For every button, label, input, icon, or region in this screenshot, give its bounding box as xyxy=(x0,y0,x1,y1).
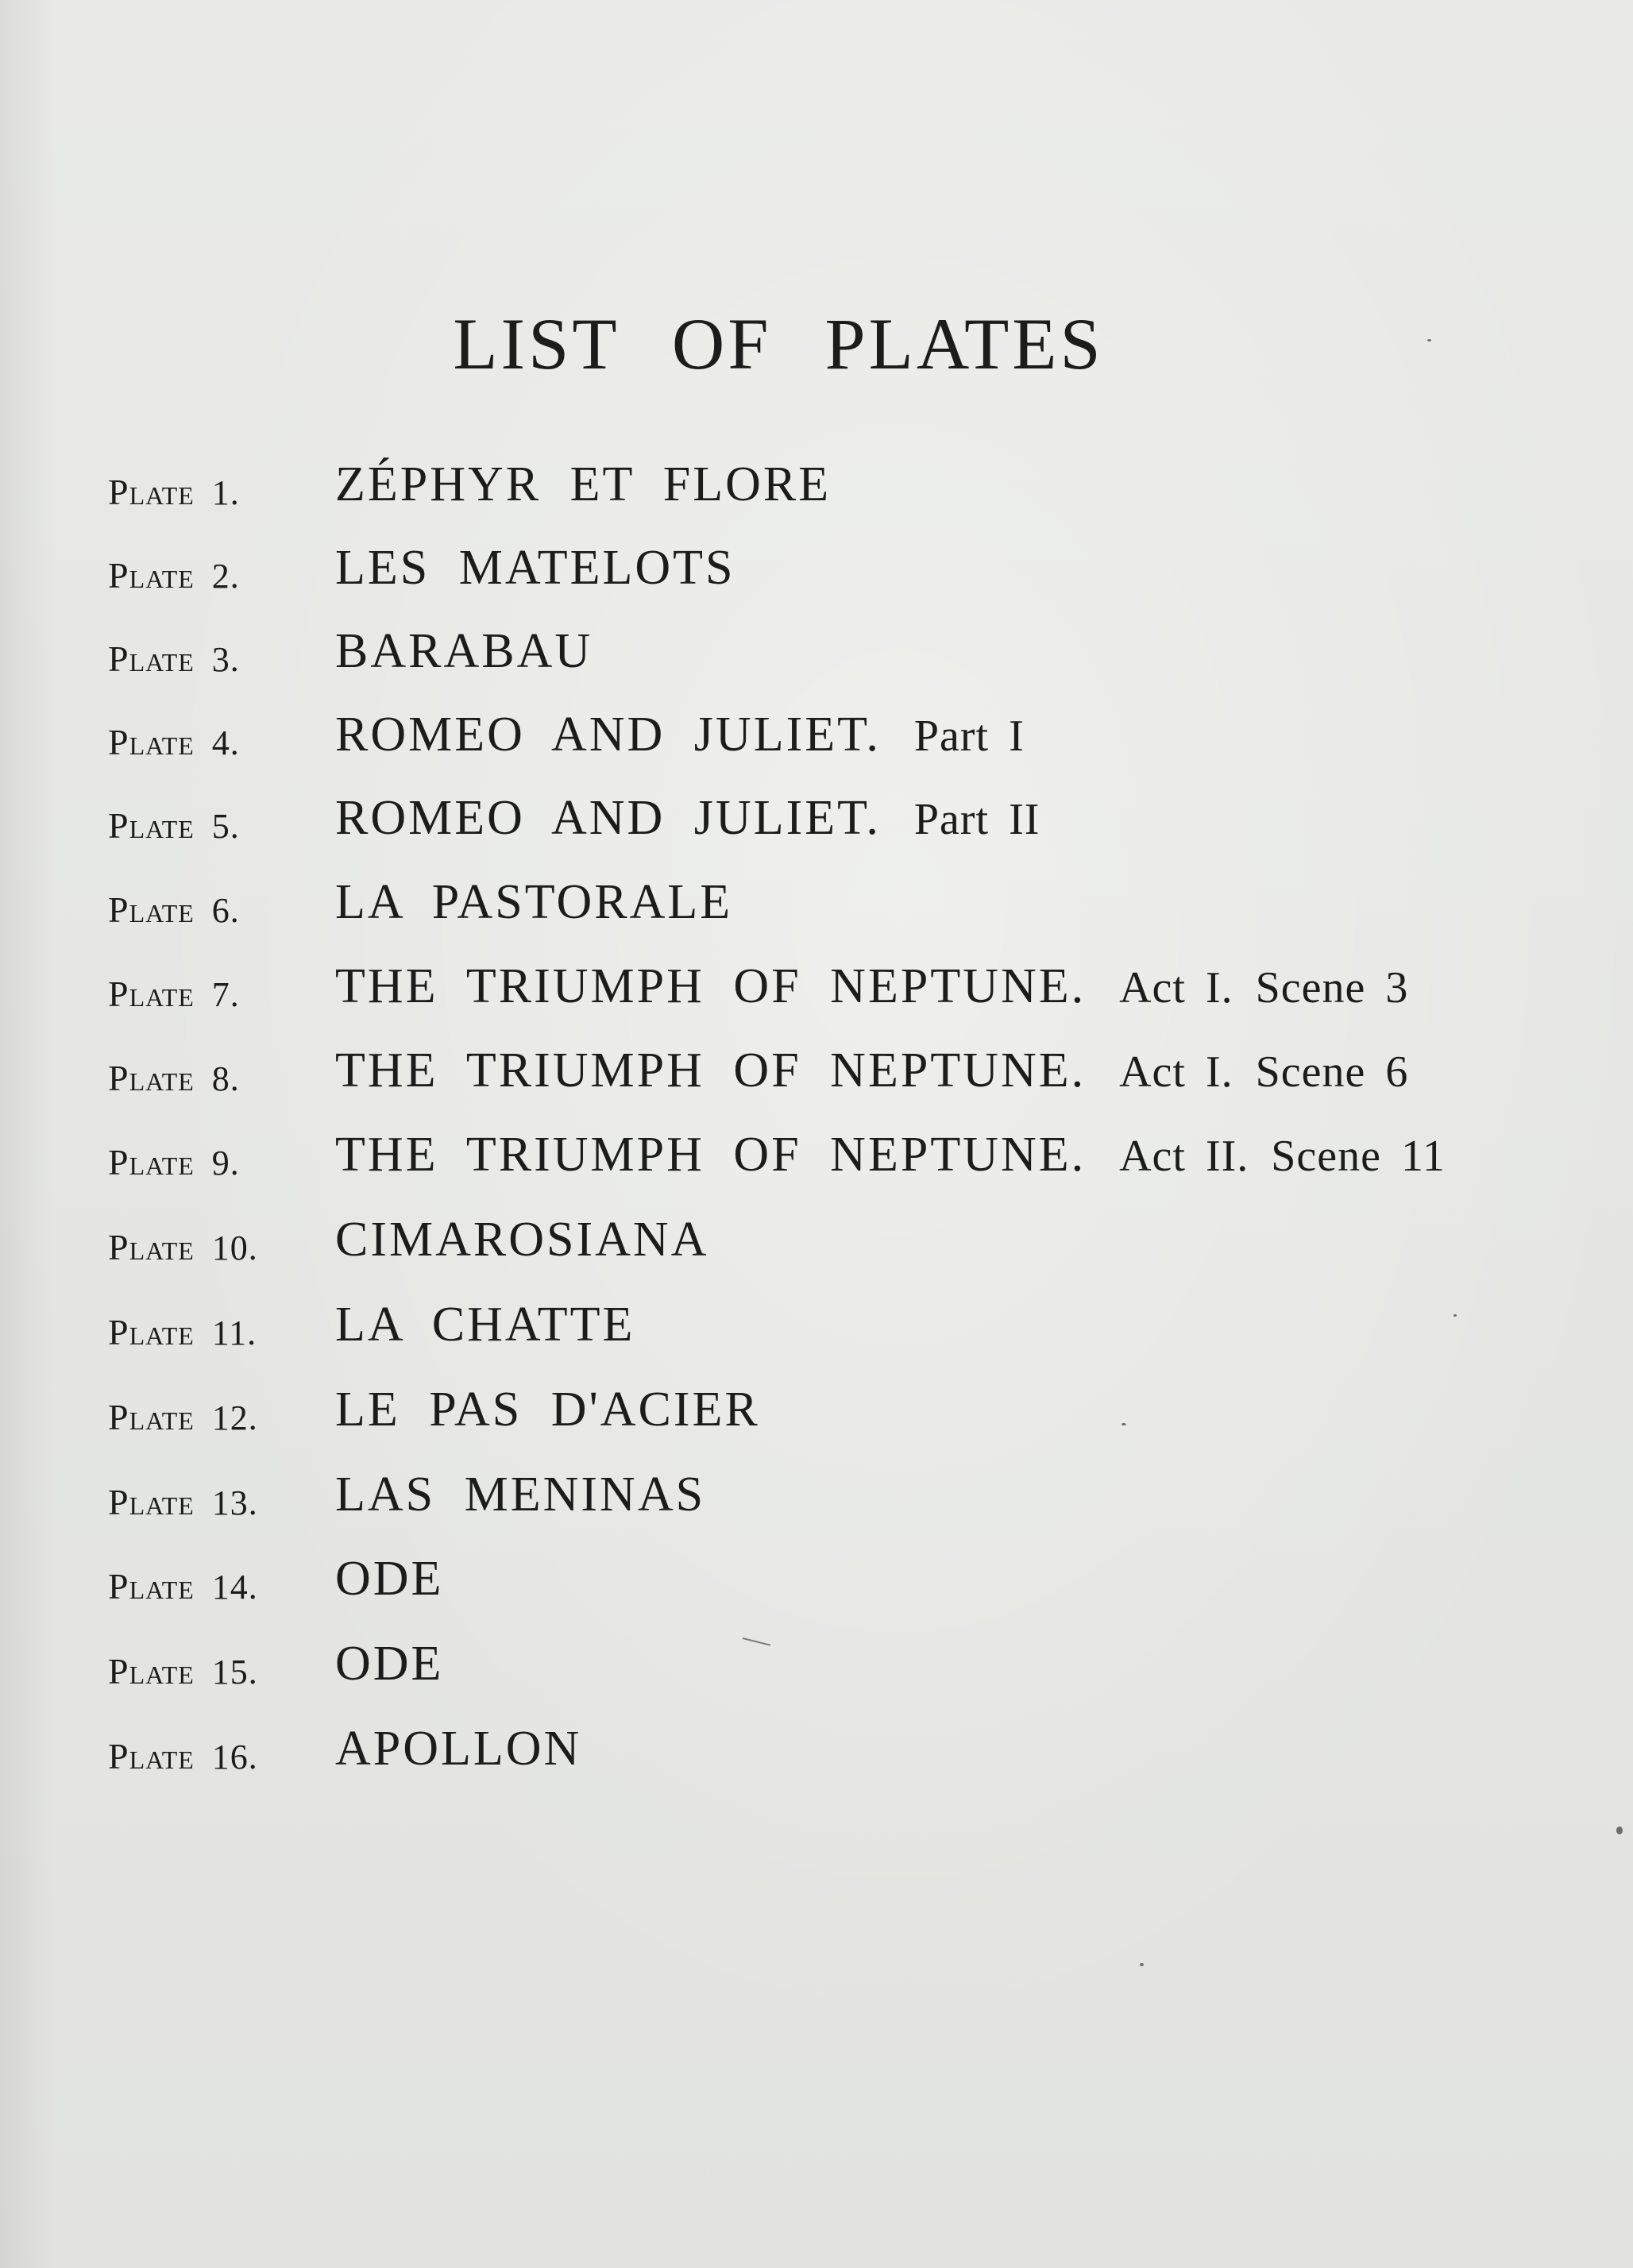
plate-part: Act I. xyxy=(1119,1047,1233,1097)
plate-number: 3. xyxy=(211,640,240,679)
ballet-title: LA PASTORALE xyxy=(335,875,733,929)
ballet-title: ODE xyxy=(335,1637,444,1691)
plate-number: 4. xyxy=(211,723,240,762)
plate-number: 8. xyxy=(211,1059,240,1098)
plate-label xyxy=(108,1057,240,1099)
plate-title xyxy=(335,623,593,680)
plate-row xyxy=(0,1543,1633,1614)
plate-title xyxy=(335,540,735,596)
plate-row xyxy=(0,951,1633,1022)
plate-title xyxy=(335,1127,1446,1183)
ballet-title: ROMEO AND JULIET. xyxy=(335,708,881,762)
plate-number: 16. xyxy=(211,1738,258,1776)
plate-number: 6. xyxy=(211,891,240,930)
plate-word: Plate xyxy=(108,1312,195,1352)
plate-title xyxy=(335,1043,1408,1099)
plate-title xyxy=(335,874,732,931)
plate-label xyxy=(108,1650,258,1692)
ballet-title: LA CHATTE xyxy=(335,1298,635,1352)
plate-label xyxy=(108,1396,258,1438)
plate-word: Plate xyxy=(108,974,195,1014)
ballet-title: ODE xyxy=(335,1552,444,1606)
plate-row xyxy=(0,1459,1633,1530)
plate-word: Plate xyxy=(108,1482,195,1522)
plate-word: Plate xyxy=(108,889,195,930)
plate-part: Part I xyxy=(913,712,1025,761)
plate-number: 15. xyxy=(211,1653,258,1691)
plate-label xyxy=(108,973,240,1015)
plate-title xyxy=(335,1212,708,1268)
ballet-title: THE TRIUMPH OF NEPTUNE. xyxy=(335,1043,1087,1097)
plate-label xyxy=(108,554,240,596)
plate-word: Plate xyxy=(108,1736,195,1776)
plate-title xyxy=(335,790,1040,847)
plate-word: Plate xyxy=(108,555,195,596)
ballet-title: CIMAROSIANA xyxy=(335,1213,709,1267)
plate-part: Act I. xyxy=(1119,963,1233,1012)
plate-row xyxy=(0,615,1633,687)
plate-number: 11. xyxy=(211,1313,257,1352)
plate-number: 14. xyxy=(211,1568,258,1606)
plate-label xyxy=(108,1141,240,1183)
plate-word: Plate xyxy=(108,472,195,512)
plate-word: Plate xyxy=(108,1397,195,1437)
plate-row xyxy=(0,1035,1633,1106)
plate-number: 7. xyxy=(211,975,240,1014)
plate-title xyxy=(335,1721,581,1777)
plate-scene: Scene 6 xyxy=(1255,1047,1409,1097)
plate-label xyxy=(108,721,240,763)
plate-row xyxy=(0,1628,1633,1699)
plate-word: Plate xyxy=(108,805,195,846)
plate-row xyxy=(0,866,1633,938)
plate-label xyxy=(108,889,240,931)
plate-title xyxy=(335,1297,635,1353)
plate-title xyxy=(335,457,831,513)
ballet-title: APOLLON xyxy=(335,1722,582,1776)
plate-word: Plate xyxy=(108,638,195,679)
plate-label xyxy=(108,1481,258,1523)
plate-title xyxy=(335,1551,443,1607)
plate-title xyxy=(335,1382,760,1438)
ballet-title: BARABAU xyxy=(335,624,593,678)
plate-label xyxy=(108,471,240,513)
plate-row xyxy=(0,532,1633,604)
page-title: LIST OF PLATES xyxy=(453,303,1104,384)
plate-title xyxy=(335,707,1025,763)
plate-number: 2. xyxy=(211,557,240,596)
plate-label xyxy=(108,804,240,847)
plate-row xyxy=(0,1204,1633,1275)
paper-speck xyxy=(1616,1826,1623,1834)
plate-label xyxy=(108,1565,258,1607)
plate-title xyxy=(335,1467,705,1523)
plate-scene: Scene 11 xyxy=(1271,1132,1446,1181)
plate-word: Plate xyxy=(108,1566,195,1606)
plate-row xyxy=(0,449,1633,520)
ballet-title: LAS MENINAS xyxy=(335,1468,706,1522)
paper-speck xyxy=(1140,1963,1144,1966)
plate-number: 9. xyxy=(211,1144,240,1182)
plate-word: Plate xyxy=(108,722,195,762)
plate-row xyxy=(0,699,1633,770)
plate-label xyxy=(108,1735,258,1777)
plate-word: Plate xyxy=(108,1142,195,1182)
plate-row xyxy=(0,1713,1633,1784)
ballet-title: ROMEO AND JULIET. xyxy=(335,791,881,845)
plate-number: 1. xyxy=(211,473,240,512)
ballet-title: THE TRIUMPH OF NEPTUNE. xyxy=(335,1128,1087,1182)
plate-word: Plate xyxy=(108,1058,195,1098)
ballet-title: THE TRIUMPH OF NEPTUNE. xyxy=(335,959,1087,1013)
plate-part: Act II. xyxy=(1119,1132,1249,1181)
paper-speck xyxy=(1427,339,1431,341)
plate-label xyxy=(108,1226,258,1268)
plate-word: Plate xyxy=(108,1651,195,1691)
plate-scene: Scene 3 xyxy=(1255,963,1409,1012)
plate-number: 12. xyxy=(211,1398,258,1437)
paper-speck xyxy=(1453,1314,1457,1317)
plate-row xyxy=(0,1119,1633,1190)
plate-row xyxy=(0,1289,1633,1360)
ballet-title: ZÉPHYR ET FLORE xyxy=(335,457,832,511)
plate-row xyxy=(0,1374,1633,1445)
plate-number: 10. xyxy=(211,1228,258,1267)
plate-row xyxy=(0,782,1633,854)
plate-number: 13. xyxy=(211,1483,258,1522)
plate-label xyxy=(108,638,240,680)
ballet-title: LES MATELOTS xyxy=(335,541,735,595)
plate-label xyxy=(108,1311,257,1353)
plate-title xyxy=(335,1636,443,1692)
ballet-title: LE PAS D'ACIER xyxy=(335,1383,760,1437)
plate-number: 5. xyxy=(211,807,240,846)
plate-title xyxy=(335,958,1408,1015)
plate-part: Part II xyxy=(913,795,1040,844)
plate-word: Plate xyxy=(108,1227,195,1267)
paper-speck xyxy=(1121,1423,1126,1425)
